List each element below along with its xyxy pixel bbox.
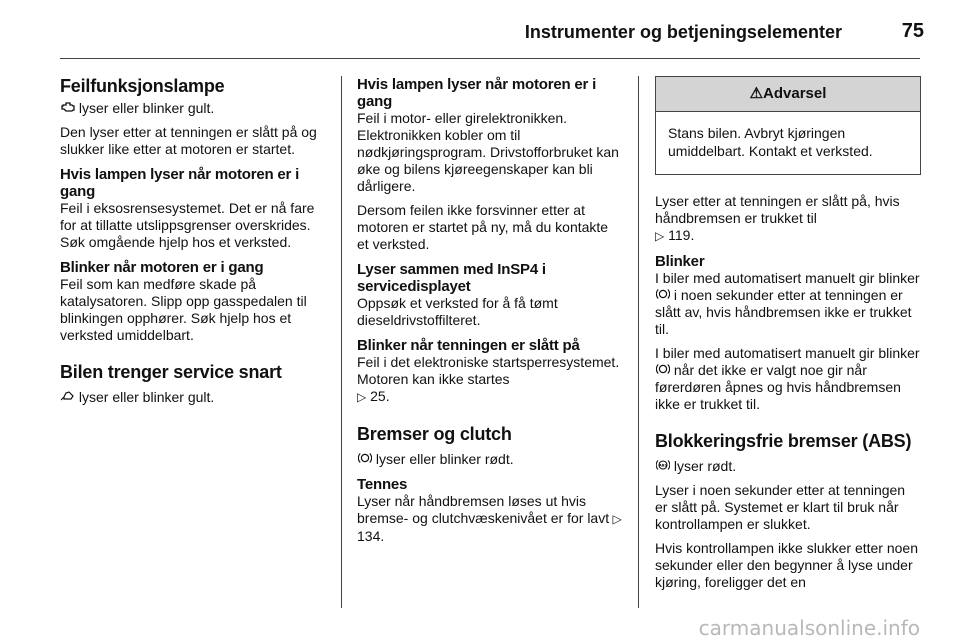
immobilizer-ref[interactable]: 25. [366,388,390,404]
abs-para-2: Hvis kontrollampen ikke slukker etter noen sekunder eller den begynner å lyse under kjøring, foreligger det en [655,540,919,590]
handbrake-desc: Lyser etter at tenningen er slått på, hvis håndbremsen er trukket til [655,193,900,226]
electronics-fault-text: Feil i motor- eller girelektronikken. Elektronikken kobler om til nødkjøringsprogram. Drivstofforbruket kan øke og bilens kjøreegenskaper kan bli dårligere. [357,110,619,194]
heading-brakes-clutch: Bremser og clutch [357,424,512,444]
blinker-p1-a: I biler med automatisert manuelt gir blinker [655,270,920,286]
lamp-on-text: Feil i eksosrensesystemet. Det er nå fare for at tillatte utslippsgrenser overskrides. Søk omgående hjelp hos et verksted. [60,200,315,250]
heading-blinker: Blinker [655,253,705,270]
tennes-ref[interactable]: 134. [357,528,385,544]
heading-insp4: Lyser sammen med InSP4 i servicedisplayet [357,261,546,295]
immobilizer-text [357,354,623,406]
page-ref-icon: ▷ [357,390,367,404]
persist-fault-text: Dersom feilen ikke forsvinner etter at motoren er startet på ny, må du kontakte et verksted. [357,202,609,252]
brake-warning-icon [655,287,670,304]
svg-text:ABS: ABS [658,463,667,468]
heading-blink-running: Blinker når motoren er i gang [60,259,264,276]
service-line [60,389,326,406]
page-number: 75 [901,20,924,42]
column-divider [341,76,342,608]
insp4-text: Oppsøk et verksted for å få tømt dieseldrivstoffilteret. [357,295,558,328]
watermark: carmanualsonline.info [698,616,920,640]
tennes-text [357,493,623,545]
heading-lamp-on: Hvis lampen lyser når motoren er i gang [60,166,300,200]
tennes-desc: Lyser når håndbremsen løses ut hvis bremse- og clutchvæskenivået er for lavt [357,493,610,526]
warning-title: Advarsel [763,85,827,102]
heading-abs: Blokkeringsfrie bremser (ABS) [655,431,912,451]
heading-service-soon: Bilen trenger service snart [60,362,282,382]
brake-warning-icon [655,362,670,379]
blinker-p1-b: i noen sekunder etter at tenningen er slått av, hvis håndbremsen ikke er trukket til. [655,287,912,337]
handbrake-ref[interactable]: 119. [664,227,695,243]
column-2 [357,76,623,552]
blinker-para-1 [655,270,921,338]
heading-blink-ignition: Blinker når tenningen er slått på [357,337,580,354]
brakes-line [357,451,623,468]
page-ref-icon: ▷ [609,512,622,526]
heading-tennes: Tennes [357,476,408,493]
column-divider [638,76,639,608]
page-ref-icon: ▷ [655,229,665,243]
heading-fault-lamp: Feilfunksjonslampe [60,76,225,96]
fault-lamp-desc: Den lyser etter at tenningen er slått på og slukker like etter at motoren er startet. [60,124,317,157]
warning-header [656,77,920,112]
brake-warning-icon [357,451,372,468]
engine-check-icon [60,100,75,117]
fault-lamp-text: lyser eller blinker gult. [75,100,215,116]
blinker-para-2 [655,345,921,413]
abs-icon [655,458,670,475]
brakes-text: lyser eller blinker rødt. [372,451,514,467]
header-rule [60,58,920,59]
handbrake-text [655,193,921,245]
abs-text: lyser rødt. [670,458,737,474]
blinker-p2-b: når det ikke er valgt noe gir når førerdøren åpnes og hvis håndbremsen ikke er trukket til. [655,362,901,412]
warning-body: Stans bilen. Avbryt kjøringen umiddelbart. Kontakt et verksted. [668,125,873,159]
wrench-car-icon [60,389,75,406]
service-text: lyser eller blinker gult. [75,389,215,405]
column-3 [655,76,921,598]
blink-running-text: Feil som kan medføre skade på katalysatoren. Slipp opp gasspedalen til blinkingen opphører. Søk hjelp hos et verksted umiddelbart. [60,276,307,343]
blinker-p2-a: I biler med automatisert manuelt gir blinker [655,345,920,361]
abs-para-1: Lyser i noen sekunder etter at tenningen er slått på. Systemet er klart til bruk når kontrollampen er slukket. [655,482,906,532]
warning-triangle-icon: ⚠ [749,85,764,102]
warning-box [655,76,921,175]
header-title: Instrumenter og betjeningselementer [524,22,842,42]
abs-line [655,458,921,475]
column-1 [60,76,326,413]
heading-lamp-on-2: Hvis lampen lyser når motoren er i gang [357,76,597,110]
immobilizer-desc: Feil i det elektroniske startsperresystemet. Motoren kan ikke startes [357,354,620,387]
fault-lamp-line [60,100,326,117]
